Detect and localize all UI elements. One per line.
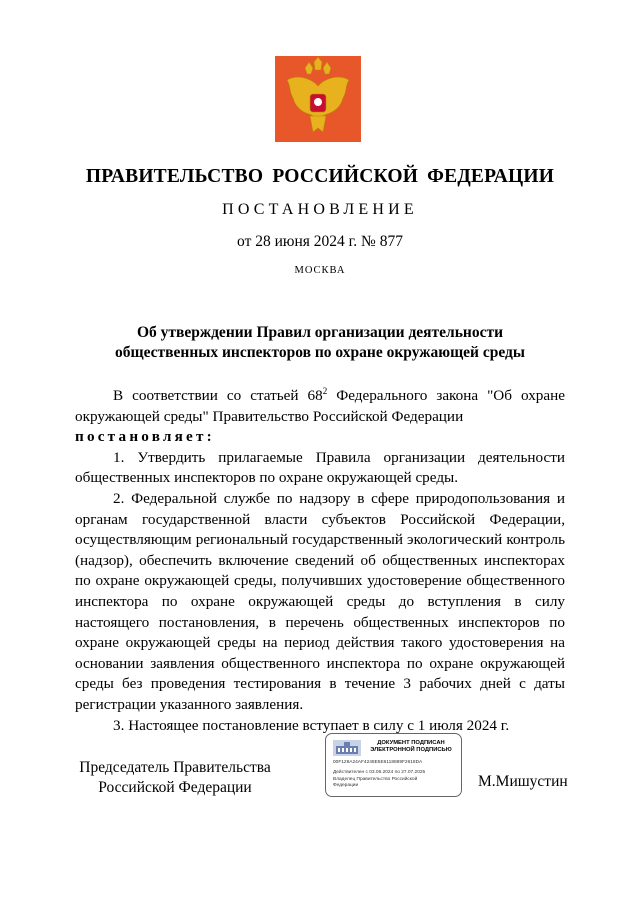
signatory-name: М.Мишустин xyxy=(478,773,568,790)
owner-line-1: Владелец Правительство Российской xyxy=(333,777,418,782)
paragraph-resolves xyxy=(75,427,565,448)
signature-header-line-1: ДОКУМЕНТ ПОДПИСАН xyxy=(377,740,445,746)
paragraph-1: 1. Утвердить прилагаемые Правила организации деятельности общественных инспекторов по охране окружающей среды. xyxy=(75,448,565,487)
city: МОСКВА xyxy=(294,265,346,276)
owner-line-2: Федерации xyxy=(333,783,359,788)
title-line-2: общественных инспекторов по охране окружающей среды xyxy=(115,344,525,361)
coat-of-arms-emblem xyxy=(275,56,361,142)
document-type: ПОСТАНОВЛЕНИЕ xyxy=(222,201,418,218)
paragraph-preamble xyxy=(75,386,565,427)
certificate-number: 00F129A24AF4248E5E6118889F2618DA xyxy=(333,760,423,765)
signatory-position xyxy=(60,758,290,798)
document-body xyxy=(75,386,565,736)
signature-header-line-2: ЭЛЕКТРОННОЙ ПОДПИСЬЮ xyxy=(370,747,452,753)
validity-period: Действителен с 03.06.2024 по 27.07.2025 xyxy=(333,770,426,775)
title-line-1: Об утверждении Правил организации деятельности xyxy=(136,324,504,341)
preamble-text-b: Федерального закона "Об охране окружающей среды" Правительство Российской Федерации xyxy=(75,387,565,425)
date-number: от 28 июня 2024 г. № 877 xyxy=(237,233,403,250)
paragraph-3: 3. Настоящее постановление вступает в силу с 1 июля 2024 г. xyxy=(113,716,510,734)
paragraph-2: 2. Федеральной службе по надзору в сфере природопользования и органам государственной власти субъектов Российской Федерации, осуществляющим региональный государственный экологический контроль (надзор), обеспечить включение сведений об общественных инспекторах по охране окружающей среды, получивших удостоверение общественного инспектора по охране окружающей среды до вступления в силу настоящего постановления, в перечень общественных инспекторов по охране окружающей среды на период действия такого удостоверения на основании заявления общественного инспектора по охране окружающей среды без проведения тестирования в течение 3 рабочих дней с даты регистрации указанного заявления. xyxy=(75,489,565,713)
position-line-1: Председатель Правительства xyxy=(79,759,271,776)
position-line-2: Российской Федерации xyxy=(98,779,252,796)
electronic-signature-stamp xyxy=(325,733,462,797)
document-title xyxy=(0,323,640,363)
resolves-word: постановляет: xyxy=(75,428,215,446)
preamble-text-a: В соответствии со статьей 68 xyxy=(113,387,323,404)
signature-header xyxy=(364,740,458,754)
article-superscript: 2 xyxy=(322,386,328,396)
building-icon xyxy=(333,740,361,756)
government-name: ПРАВИТЕЛЬСТВО РОССИЙСКОЙ ФЕДЕРАЦИИ xyxy=(85,166,555,187)
